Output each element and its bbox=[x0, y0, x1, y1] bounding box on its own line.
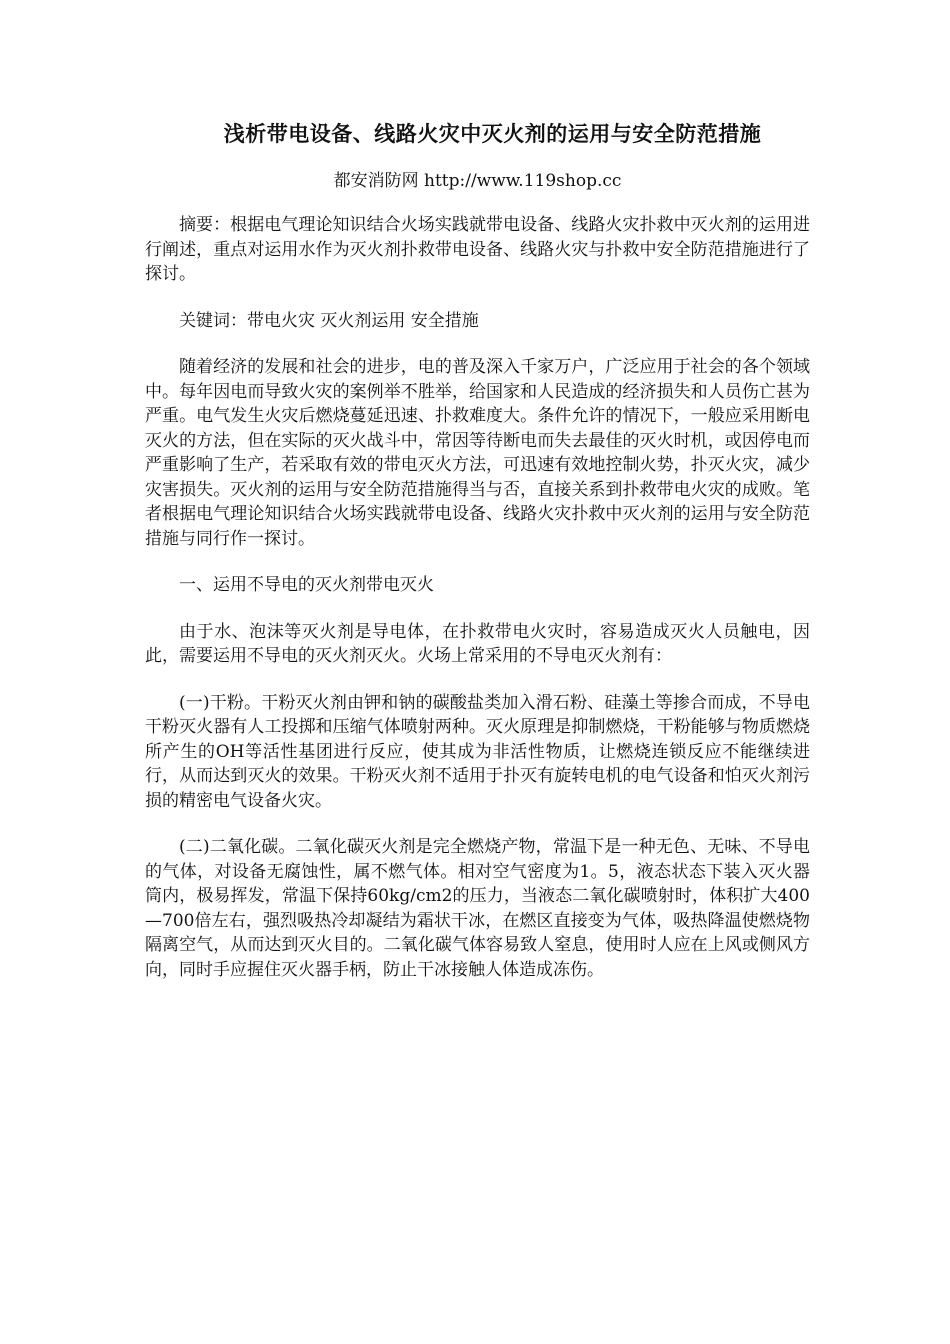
keywords-paragraph: 关键词：带电火灾 灭火剂运用 安全措施 bbox=[179, 310, 479, 331]
carbon-dioxide-paragraph: (二)二氧化碳。二氧化碳灭火剂是完全燃烧产物，常温下是一种无色、无味、不导电的气体，对设备无腐蚀性，属不燃气体。相对空气密度为1。5，液态状态下装入灭火器筒内，极易挥发，常温下保持60kg/cm2的压力，当液态二氧化碳喷射时，体积扩大400—700倍左右，强烈吸热冷却凝结为霜状干冰，在燃区直接变为气体，吸热降温使燃烧物隔离空气，从而达到灭火目的。二氧化碳气体容易致人窒息，使用时人应在上风或侧风方向，同时手应握住灭火器手柄，防止干冰接触人体造成冻伤。 bbox=[145, 837, 810, 980]
document-source: 都安消防网 http://www.119shop.cc bbox=[333, 171, 622, 191]
abstract-paragraph: 摘要：根据电气理论知识结合火场实践就带电设备、线路火灾扑救中灭火剂的运用进行阐述，重点对运用水作为灭火剂扑救带电设备、线路火灾与扑救中安全防范措施进行了探讨。 bbox=[145, 215, 810, 284]
section-heading: 一、运用不导电的灭火剂带电灭火 bbox=[179, 575, 434, 595]
dry-powder-paragraph: (一)干粉。干粉灭火剂由钾和钠的碳酸盐类加入滑石粉、硅藻土等掺合而成，不导电干粉灭火器有人工投掷和压缩气体喷射两种。灭火原理是抑制燃烧，干粉能够与物质燃烧所产生的OH等活性基团进行反应，使其成为非活性物质，让燃烧连锁反应不能继续进行，从而达到灭火的效果。干粉灭火剂不适用于扑灭有旋转电机的电气设备和怕灭火剂污损的精密电气设备火灾。 bbox=[145, 692, 810, 811]
intro-paragraph: 随着经济的发展和社会的进步，电的普及深入千家万户，广泛应用于社会的各个领域中。每年因电而导致火灾的案例举不胜举，给国家和人民造成的经济损失和人员伤亡甚为严重。电气发生火灾后燃烧蔓延迅速、扑救难度大。条件允许的情况下，一般应采用断电灭火的方法，但在实际的灭火战斗中，常因等待断电而失去最佳的灭火时机，或因停电而严重影响了生产，若采取有效的带电灭火方法，可迅速有效地控制火势，扑灭火灾，减少灾害损失。灭火剂的运用与安全防范措施得当与否，直接关系到扑救带电火灾的成败。笔者根据电气理论知识结合火场实践就带电设备、线路火灾扑救中灭火剂的运用与安全防范措施与同行作一探讨。 bbox=[145, 357, 810, 549]
section-intro-paragraph: 由于水、泡沫等灭火剂是导电体，在扑救带电火灾时，容易造成灭火人员触电，因此，需要运用不导电的灭火剂灭火。火场上常采用的不导电灭火剂有： bbox=[145, 621, 810, 666]
document-title: 浅析带电设备、线路火灾中灭火剂的运用与安全防范措施 bbox=[223, 122, 762, 146]
document-page bbox=[145, 118, 810, 1004]
